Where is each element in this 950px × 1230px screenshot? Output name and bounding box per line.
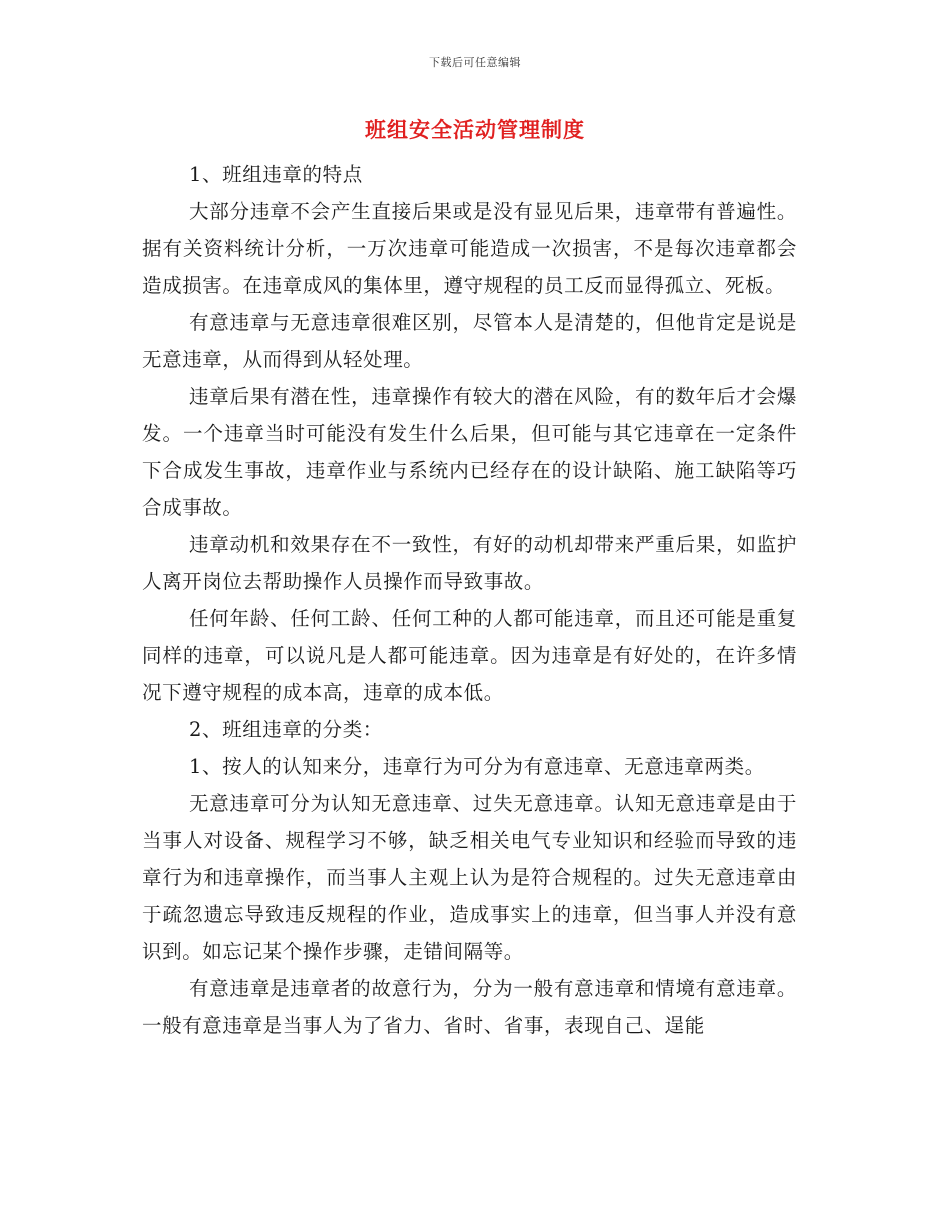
paragraph: 无意违章可分为认知无意违章、过失无意违章。认知无意违章是由于当事人对设备、规程学习不够，缺乏相关电气专业知识和经验而导致的违章行为和违章操作，而当事人主观上认为是符合规程的。过失无意违章由于疏忽遗忘导致违反规程的作业，造成事实上的违章，但当事人并没有意识到。如忘记某个操作步骤，走错间隔等。 (142, 792, 797, 963)
header-note: 下载后可任意编辑 (429, 56, 521, 69)
paragraph: 任何年龄、任何工龄、任何工种的人都可能违章，而且还可能是重复同样的违章，可以说凡是人都可能违章。因为违章是有好处的，在许多情况下遵守规程的成本高，违章的成本低。 (142, 607, 797, 704)
document-title: 班组安全活动管理制度 (365, 117, 585, 142)
paragraph: 违章后果有潜在性，违章操作有较大的潜在风险，有的数年后才会爆发。一个违章当时可能没有发生什么后果，但可能与其它违章在一定条件下合成发生事故，违章作业与系统内已经存在的设计缺陷、施工缺陷等巧合成事故。 (142, 385, 797, 519)
paragraph: 有意违章是违章者的故意行为，分为一般有意违章和情境有意违章。一般有意违章是当事人为了省力、省时、省事，表现自己、逞能 (142, 977, 797, 1037)
section-heading-1: 1、班组违章的特点 (189, 163, 363, 186)
section-heading-2: 2、班组违章的分类： (189, 718, 383, 741)
document-body (142, 156, 797, 1044)
paragraph: 1、按人的认知来分，违章行为可分为有意违章、无意违章两类。 (189, 755, 765, 778)
paragraph: 有意违章与无意违章很难区别，尽管本人是清楚的，但他肯定是说是无意违章，从而得到从轻处理。 (142, 311, 797, 371)
paragraph: 大部分违章不会产生直接后果或是没有显见后果，违章带有普遍性。据有关资料统计分析，一万次违章可能造成一次损害，不是每次违章都会造成损害。在违章成风的集体里，遵守规程的员工反而显得孤立、死板。 (142, 200, 797, 297)
paragraph: 违章动机和效果存在不一致性，有好的动机却带来严重后果，如监护人离开岗位去帮助操作人员操作而导致事故。 (142, 533, 797, 593)
